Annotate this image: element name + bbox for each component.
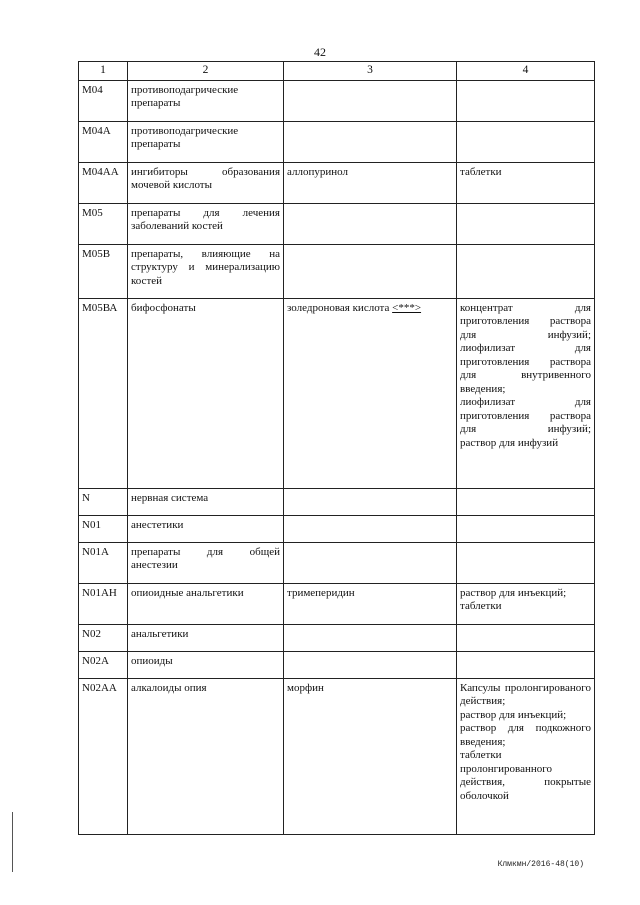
group-cell: бифосфонаты [128, 298, 284, 488]
drug-cell: морфин [284, 678, 457, 834]
dosage-form: раствор для инъекций; [460, 708, 567, 721]
drug-cell [284, 298, 457, 488]
header-col-1: 1 [79, 62, 128, 81]
atc-code-cell: N02A [79, 651, 128, 678]
header-col-3: 3 [284, 62, 457, 81]
forms-cell: таблетки [457, 162, 595, 203]
forms-cell [457, 624, 595, 651]
atc-code-cell: N02 [79, 624, 128, 651]
atc-code-cell: N02AA [79, 678, 128, 834]
atc-code-cell: М04А [79, 121, 128, 162]
drug-cell: аллопуринол [284, 162, 457, 203]
dosage-form: концентрат для приготовления раствора для инфузий; [460, 301, 591, 341]
header-row [79, 62, 595, 81]
atc-code-cell: N01A [79, 542, 128, 583]
table-row [79, 488, 595, 515]
table-row [79, 162, 595, 203]
table-row [79, 678, 595, 834]
dosage-form: таблетки пролонгированного действия, покрытые оболочкой [460, 749, 591, 802]
forms-cell [457, 651, 595, 678]
table-row [79, 651, 595, 678]
drug-cell [284, 488, 457, 515]
margin-line [12, 812, 13, 872]
header-col-2: 2 [128, 62, 284, 81]
group-cell: ингибиторы образования мочевой кислоты [128, 162, 284, 203]
group-cell: препараты для лечения заболеваний костей [128, 203, 284, 244]
drug-cell [284, 624, 457, 651]
drug-cell [284, 244, 457, 298]
drug-cell [284, 80, 457, 121]
forms-cell [457, 121, 595, 162]
atc-code-cell: М05ВА [79, 298, 128, 488]
forms-cell [457, 583, 595, 624]
atc-code-cell: М04АА [79, 162, 128, 203]
forms-cell [457, 244, 595, 298]
dosage-form: раствор для инфузий [460, 436, 559, 449]
atc-code-cell: М04 [79, 80, 128, 121]
forms-cell [457, 203, 595, 244]
dosage-form: раствор для подкожного введения; [460, 722, 591, 748]
drug-cell [284, 651, 457, 678]
group-cell: противоподагрические препараты [128, 80, 284, 121]
forms-cell [457, 488, 595, 515]
dosage-form: раствор для инъекций; [460, 586, 567, 599]
group-cell: анестетики [128, 515, 284, 542]
table-row [79, 80, 595, 121]
drug-cell [284, 515, 457, 542]
table-row [79, 298, 595, 488]
restriction-mark: <***> [392, 301, 422, 314]
drug-cell: тримеперидин [284, 583, 457, 624]
forms-cell [457, 298, 595, 488]
atc-code-cell: М05В [79, 244, 128, 298]
table-row [79, 515, 595, 542]
drug-table [78, 61, 595, 835]
forms-cell [457, 678, 595, 834]
page-number: 42 [314, 45, 326, 59]
dosage-form: таблетки [460, 600, 502, 612]
dosage-form: Капсулы пролонгированого действия; [460, 681, 591, 707]
group-cell: анальгетики [128, 624, 284, 651]
table-row [79, 244, 595, 298]
group-cell: опиоиды [128, 651, 284, 678]
forms-cell [457, 542, 595, 583]
group-cell: противоподагрические препараты [128, 121, 284, 162]
atc-code-cell: N01 [79, 515, 128, 542]
forms-cell [457, 80, 595, 121]
group-cell: препараты, влияющие на структуру и минерализацию костей [128, 244, 284, 298]
table-row [79, 583, 595, 624]
group-cell: опиоидные анальгетики [128, 583, 284, 624]
group-cell: препараты для общей анестезии [128, 542, 284, 583]
drug-cell [284, 542, 457, 583]
table-row [79, 624, 595, 651]
footer-code: Клмкмн/2016-48(10) [497, 860, 584, 869]
table-row [79, 542, 595, 583]
table-row [79, 121, 595, 162]
group-cell: нервная система [128, 488, 284, 515]
atc-code-cell: N01AH [79, 583, 128, 624]
header-col-4: 4 [457, 62, 595, 81]
dosage-form: лиофилизат для приготовления раствора для инфузий; [460, 396, 591, 435]
dosage-form: лиофилизат для приготовления раствора для внутривенного введения; [460, 342, 591, 395]
drug-cell [284, 121, 457, 162]
table-row [79, 203, 595, 244]
atc-code-cell: N [79, 488, 128, 515]
drug-cell [284, 203, 457, 244]
group-cell: алкалоиды опия [128, 678, 284, 834]
drug-name: золедроновая кислота [287, 301, 390, 314]
forms-cell [457, 515, 595, 542]
atc-code-cell: М05 [79, 203, 128, 244]
